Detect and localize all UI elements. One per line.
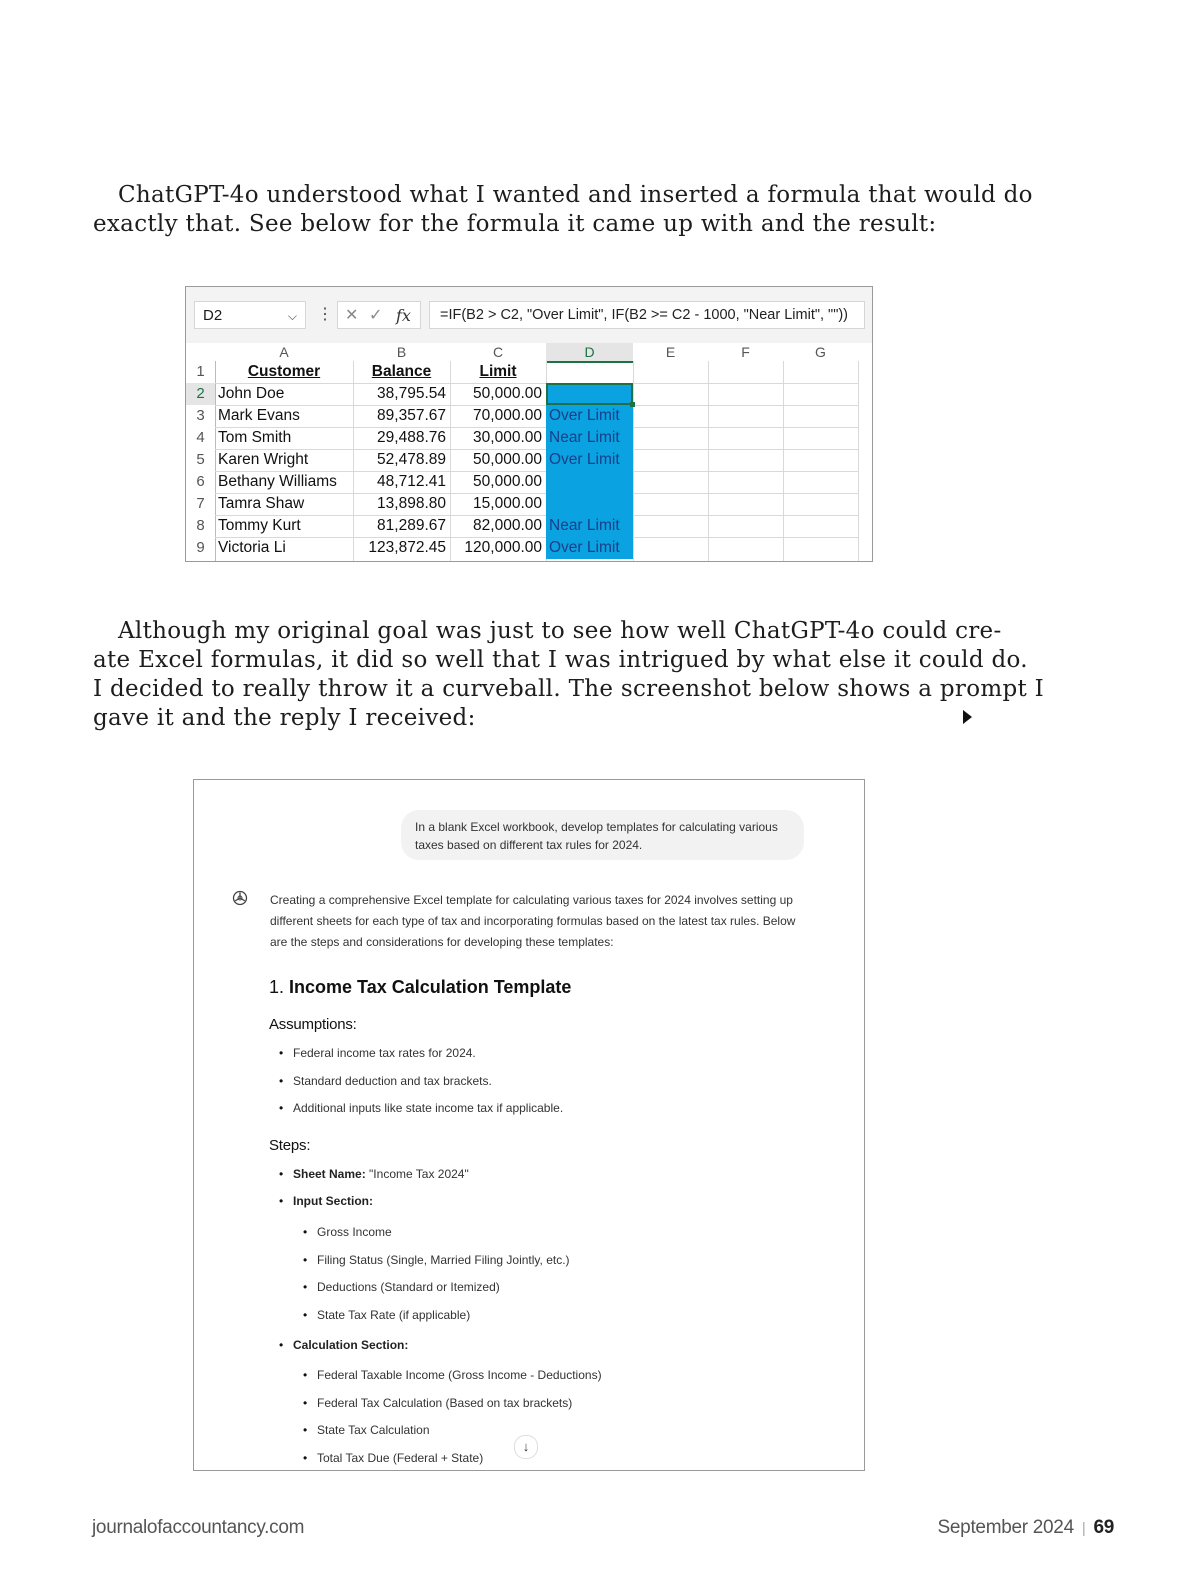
- row-header[interactable]: 8: [196, 517, 205, 534]
- cell-balance[interactable]: 29,488.76: [377, 429, 446, 446]
- sheet-name-value: "Income Tax 2024": [369, 1167, 469, 1181]
- cancel-x-icon[interactable]: ✕: [345, 307, 359, 324]
- intro-line: are the steps and considerations for developing these templates:: [270, 935, 614, 949]
- body-paragraph: [93, 617, 1045, 733]
- grid-line: [858, 361, 859, 561]
- list-item: • Standard deduction and tax brackets.: [293, 1074, 492, 1088]
- cell-header-limit[interactable]: Limit: [479, 363, 517, 380]
- column-header-b[interactable]: B: [353, 343, 450, 361]
- cell-limit[interactable]: 15,000.00: [473, 495, 542, 512]
- more-vertical-icon: ⋮: [317, 306, 333, 323]
- name-box[interactable]: [194, 301, 306, 329]
- cell-balance[interactable]: 81,289.67: [377, 517, 446, 534]
- footer-date: September 2024: [937, 1517, 1074, 1538]
- intro-line: different sheets for each type of tax and incorporating formulas based on the latest tax rules. Below: [270, 914, 796, 928]
- active-cell-border: [546, 383, 633, 405]
- cell-header-customer[interactable]: Customer: [247, 363, 321, 380]
- cell-customer[interactable]: Bethany Williams: [218, 473, 337, 490]
- row-header[interactable]: 1: [196, 363, 205, 380]
- formula-bar: [186, 287, 872, 343]
- calc-section-label: Calculation Section:: [293, 1338, 409, 1352]
- cell-limit[interactable]: 70,000.00: [473, 407, 542, 424]
- list-item: • Filing Status (Single, Married Filing Jointly, etc.): [317, 1253, 570, 1267]
- list-item: • Total Tax Due (Federal + State): [317, 1451, 483, 1465]
- row-header[interactable]: 5: [196, 451, 205, 468]
- cell-customer[interactable]: Tommy Kurt: [218, 517, 301, 534]
- column-header-a[interactable]: A: [215, 343, 353, 361]
- row-header[interactable]: 3: [196, 407, 205, 424]
- paragraph-line: ChatGPT-4o understood what I wanted and inserted a formula that would do: [118, 182, 1033, 208]
- column-header-c[interactable]: C: [450, 343, 546, 361]
- confirm-check-icon[interactable]: ✓: [369, 307, 383, 324]
- chatgpt-screenshot: [193, 779, 865, 1471]
- cell-limit[interactable]: 82,000.00: [473, 517, 542, 534]
- list-item: • Additional inputs like state income tax if applicable.: [293, 1101, 563, 1115]
- assumptions-heading: Assumptions:: [269, 1016, 357, 1033]
- row-header[interactable]: 2: [186, 383, 215, 405]
- prompt-line: taxes based on different tax rules for 2024.: [415, 838, 643, 852]
- cell-status[interactable]: Over Limit: [549, 539, 620, 556]
- continue-arrow-icon: [963, 710, 972, 724]
- footer-separator: |: [1081, 1520, 1086, 1537]
- assistant-intro: [270, 890, 810, 953]
- input-section-label: Input Section:: [293, 1194, 373, 1208]
- cell-status[interactable]: [546, 471, 633, 493]
- chatgpt-logo-icon: [232, 890, 248, 906]
- footer-folio: [938, 1517, 1114, 1539]
- list-item: • Deductions (Standard or Itemized): [317, 1280, 500, 1294]
- cell-status[interactable]: Near Limit: [549, 429, 620, 446]
- excel-screenshot: [185, 286, 873, 562]
- cell-status[interactable]: [546, 493, 633, 515]
- row-header[interactable]: 7: [196, 495, 205, 512]
- formula-input[interactable]: =IF(B2 > C2, "Over Limit", IF(B2 >= C2 - 1000, "Near Limit", "")): [429, 301, 865, 329]
- scroll-down-arrow-icon[interactable]: ↓: [514, 1435, 538, 1459]
- cell-balance[interactable]: 38,795.54: [377, 385, 446, 402]
- section-number: 1.: [269, 977, 285, 997]
- cell-status[interactable]: Near Limit: [549, 517, 620, 534]
- name-box-value: D2: [203, 307, 223, 324]
- prompt-line: In a blank Excel workbook, develop templates for calculating various: [415, 820, 778, 834]
- column-header-g[interactable]: G: [783, 343, 858, 361]
- row-header[interactable]: 9: [196, 539, 205, 556]
- cell-limit[interactable]: 30,000.00: [473, 429, 542, 446]
- footer-site: journalofaccountancy.com: [92, 1517, 305, 1538]
- list-item: • State Tax Rate (if applicable): [317, 1308, 470, 1322]
- row-header[interactable]: 6: [196, 473, 205, 490]
- grid-line: [708, 361, 709, 561]
- cell-customer[interactable]: Karen Wright: [218, 451, 309, 468]
- cell-balance[interactable]: 13,898.80: [377, 495, 446, 512]
- row-header[interactable]: 4: [196, 429, 205, 446]
- list-item: [293, 1167, 469, 1181]
- cell-balance[interactable]: 52,478.89: [377, 451, 446, 468]
- list-item: [293, 1194, 373, 1208]
- cell-status[interactable]: Over Limit: [549, 407, 620, 424]
- cell-status[interactable]: Over Limit: [549, 451, 620, 468]
- cell-limit[interactable]: 50,000.00: [473, 385, 542, 402]
- cell-limit[interactable]: 50,000.00: [473, 451, 542, 468]
- sheet-name-label: Sheet Name:: [293, 1167, 366, 1181]
- paragraph-line: Although my original goal was just to see how well ChatGPT-4o could cre-: [118, 618, 1002, 644]
- chevron-down-icon: ⌵: [287, 309, 297, 323]
- cell-limit[interactable]: 120,000.00: [464, 539, 542, 556]
- section-heading: [269, 977, 571, 998]
- paragraph-line: I decided to really throw it a curveball. The screenshot below shows a prompt I: [93, 676, 1045, 702]
- steps-heading: Steps:: [269, 1137, 311, 1154]
- cell-customer[interactable]: Mark Evans: [218, 407, 300, 424]
- grid-line: [783, 361, 784, 561]
- cell-header-balance[interactable]: Balance: [371, 363, 432, 380]
- list-item: • Federal Taxable Income (Gross Income - Deductions): [317, 1368, 602, 1382]
- column-header-d[interactable]: D: [546, 343, 633, 363]
- list-item: • Federal Tax Calculation (Based on tax brackets): [317, 1396, 572, 1410]
- list-item: • State Tax Calculation: [317, 1423, 430, 1437]
- grid-line: [633, 361, 634, 561]
- cell-customer[interactable]: Victoria Li: [218, 539, 286, 556]
- cell-limit[interactable]: 50,000.00: [473, 473, 542, 490]
- list-item: • Federal income tax rates for 2024.: [293, 1046, 476, 1060]
- paragraph-line: exactly that. See below for the formula it came up with and the result:: [93, 211, 937, 237]
- column-header-f[interactable]: F: [708, 343, 783, 361]
- column-header-e[interactable]: E: [633, 343, 708, 361]
- intro-paragraph: [93, 181, 1033, 239]
- formula-controls: [337, 301, 421, 329]
- page-number: 69: [1093, 1517, 1114, 1538]
- cell-customer[interactable]: Tom Smith: [218, 429, 292, 446]
- list-item: [293, 1338, 408, 1352]
- paragraph-line: gave it and the reply I received:: [93, 705, 476, 731]
- intro-line: Creating a comprehensive Excel template for calculating various taxes for 2024 involves setting up: [270, 893, 793, 907]
- fx-icon[interactable]: fx: [396, 306, 411, 325]
- cell-balance[interactable]: 89,357.67: [377, 407, 446, 424]
- section-title: Income Tax Calculation Template: [289, 977, 572, 997]
- cell-balance[interactable]: 123,872.45: [368, 539, 446, 556]
- cell-balance[interactable]: 48,712.41: [377, 473, 446, 490]
- list-item: • Gross Income: [317, 1225, 392, 1239]
- paragraph-line: ate Excel formulas, it did so well that I was intrigued by what else it could do.: [93, 647, 1028, 673]
- user-prompt-bubble: [401, 810, 804, 860]
- cell-customer[interactable]: John Doe: [218, 385, 285, 402]
- cell-customer[interactable]: Tamra Shaw: [218, 495, 305, 512]
